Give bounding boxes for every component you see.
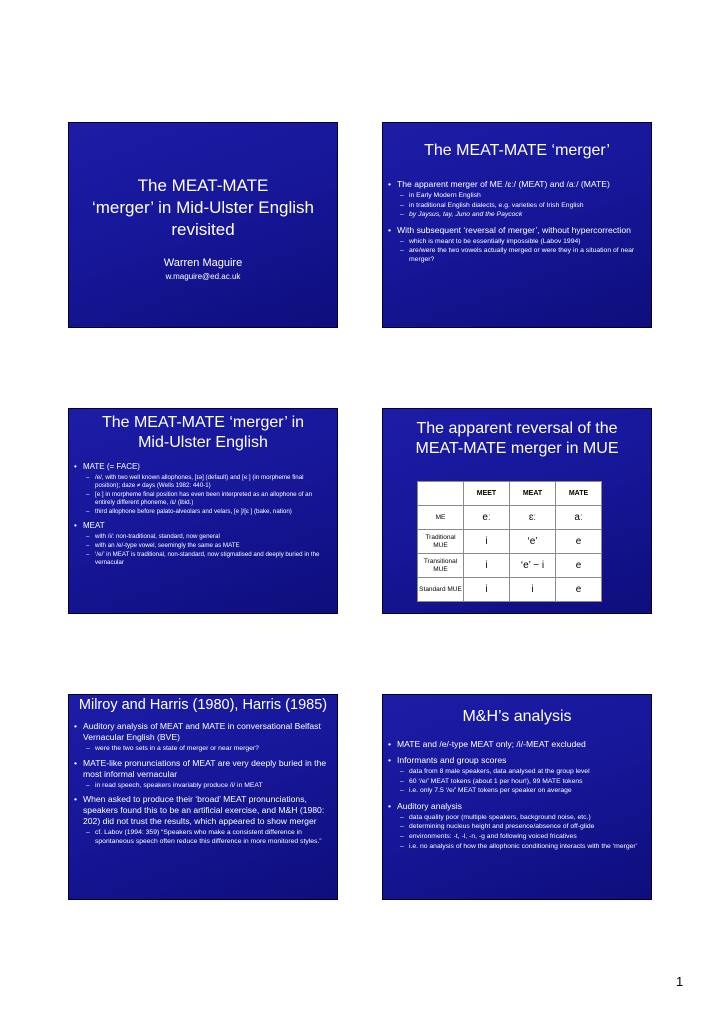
sub-bullet: – are/were the two vowels actually merged or were they in a situation of near merger? [400,247,635,263]
sub-bullet: – ‘/e/’ in MEAT is traditional, non-standard, now stigmatised and deeply buried in the vernacular [86,551,320,566]
table-cell: e [556,530,602,554]
table-cell: i [464,530,510,554]
sub-bullet: – cf. Labov (1994: 359) “Speakers who make a consistent difference in spontaneous speech often reduce this difference in more monitored styles.” [86,829,322,845]
author-email: w.maguire@ed.ac.uk [165,272,241,281]
sub-bullet: – determining nucleus height and presence/absence of off-glide [400,823,595,831]
table-row [418,530,602,554]
sub-bullet: – by Jaysus, tay, Juno and the Paycock [400,211,523,219]
presentation-title: The MEAT-MATE ‘merger’ in Mid-Ulster English revisited [91,176,314,239]
sub-bullet: – data quality poor (multiple speakers, background noise, etc.) [400,813,591,821]
table-header-row [418,482,602,506]
table-cell: ‘e’ ~ i [510,554,556,578]
page-number: 1 [676,974,684,989]
sub-bullet: – which is meant to be essentially impossible (Labov 1994) [400,237,581,245]
table-cell: i [464,578,510,602]
sub-bullet: – data from 8 male speakers, data analysed at the group level [400,768,590,775]
slide-milroy-harris [68,694,338,900]
bullet: • Informants and group scores – data from 8 male speakers, data analysed at the group level – 60 ‘/e/’ MEAT tokens (about 1 per hour!), 99 MATE tokens – i.e. only 7.5 ‘/e/’ MEAT tokens per speaker on average [397,755,643,796]
table-header-cell: MEET [464,482,510,506]
sub-bullet: – third allophone before palato-alveolars and velars, [e ]/[ɛ ] (bake, nation) [86,508,292,515]
bullet: • The apparent merger of ME /ɛː/ (MEAT) and /aː/ (MATE) – in Early Modern English – in traditional English dialects, e.g. varieties of Irish English – by Jaysus, tay, Juno and the Paycock [397,179,643,220]
slide-merger [382,122,652,328]
sub-bullet: – with /i/: non-traditional, standard, now general [86,533,220,540]
table-cell: eː [464,506,510,530]
bullet: • MATE and /e/-type MEAT only; /i/-MEAT excluded [388,739,586,749]
sub-bullet: – i.e. only 7.5 ‘/e/’ MEAT tokens per speaker on average [400,787,572,795]
table-row-header: Traditional MUE [418,530,464,554]
table-cell: ɛː [510,506,556,530]
sub-bullet: – in Early Modern English [400,192,481,199]
bullet: • MATE-like pronunciations of MEAT are very deeply buried in the most informal vernacular – in read speech, speakers invariably produce /i/ in MEAT [83,758,329,791]
table-row-header: Standard MUE [418,578,464,602]
table-cell: i [510,578,556,602]
sub-bullet: – /e/, with two well known allophones, [ɪə] (default) and [eː] (in morpheme final position); daze ≠ days (Wells 1982: 440-1) [86,474,304,489]
table-header-cell: MEAT [510,482,556,506]
vowel-table [417,481,602,602]
slide-mh-analysis [382,694,652,900]
table-row [418,578,602,602]
table-header-cell: MATE [556,482,602,506]
sub-bullet: – with an /e/-type vowel, seemingly the same as MATE [86,542,240,549]
bullet: • With subsequent ‘reversal of merger’, without hypercorrection – which is meant to be essentially impossible (Labov 1994) – are/were the two vowels actually merged or were they in a situation of near merger? [397,225,643,265]
bullet: • MATE (= FACE) – /e/, with two well known allophones, [ɪə] (default) and [eː] (in morpheme final position); daze ≠ days (Wells 1982: 440-1) – [eː] in morpheme final position has even been interpreted as an allophone of an entirely different phoneme, /ɛ/ (ibid.) – third allophone before palato-alveolars and velars, [e ]/[ɛ ] (bake, nation) [83,461,329,516]
slide-heading: Milroy and Harris (1980), Harris (1985) [78,697,328,713]
bullet: • Auditory analysis of MEAT and MATE in conversational Belfast Vernacular English (BVE) – were the two sets in a state of merger or near merger? [83,721,329,754]
slide-heading: The MEAT-MATE ‘merger’ in Mid-Ulster English [101,414,305,451]
author-name: Warren Maguire [163,257,243,269]
sub-bullet: – in read speech, speakers invariably produce /i/ in MEAT [86,781,263,789]
slide-heading: M&H’s analysis [462,708,572,725]
table-header-cell [418,482,464,506]
sub-bullet: – 60 ‘/e/’ MEAT tokens (about 1 per hour!), 99 MATE tokens [400,777,583,785]
table-row [418,554,602,578]
sub-bullet: – i.e. no analysis of how the allophonic conditioning interacts with the ‘merger’ [400,842,638,850]
table-cell: e [556,554,602,578]
table-row-header: Transitional MUE [418,554,464,578]
sub-bullet: – environments: -t, -l, -n, -g and following voiced fricatives [400,832,577,840]
table-row [418,506,602,530]
sub-bullet: – in traditional English dialects, e.g. varieties of Irish English [400,201,584,209]
slide-title [68,122,338,328]
slide-heading: The apparent reversal of the MEAT-MATE merger in MUE [415,420,619,457]
slide-reversal [382,408,652,614]
table-cell: i [464,554,510,578]
slide-mue-merger [68,408,338,614]
slide-body [383,739,651,856]
table-cell: e [556,578,602,602]
sub-bullet: – [eː] in morpheme final position has even been interpreted as an allophone of an entirely different phoneme, /ɛ/ (ibid.) [86,491,313,506]
slide-body [383,179,651,270]
bullet: • Auditory analysis – data quality poor (multiple speakers, background noise, etc.) – determining nucleus height and presence/absence of off-glide – environments: -t, -l, -n, -g and following voiced fricatives – i.e. no analysis of how the allophonic conditioning interacts with the ‘merger’ [397,801,643,851]
bullet: • MEAT – with /i/: non-traditional, standard, now general – with an /e/-type vowel, seemingly the same as MATE – ‘/e/’ in MEAT is traditional, non-standard, now stigmatised and deeply buried in the vernacular [83,520,329,567]
table-cell: aː [556,506,602,530]
slide-heading: The MEAT-MATE ‘merger’ [424,142,610,159]
slide-body [69,461,337,571]
sub-bullet: – were the two sets in a state of merger or near merger? [86,745,259,752]
slide-body [69,721,337,850]
table-row-header: ME [418,506,464,530]
bullet: • When asked to produce their ‘broad’ MEAT pronunciations, speakers found this to be an artificial exercise, and M&H (1980: 202) did not trust the results, which appeared to show merger – cf. Labov (1994: 359) “Speakers who make a consistent difference in spontaneous speech often reduce this difference in more monitored styles.” [83,794,329,846]
table-cell: ‘e’ [510,530,556,554]
